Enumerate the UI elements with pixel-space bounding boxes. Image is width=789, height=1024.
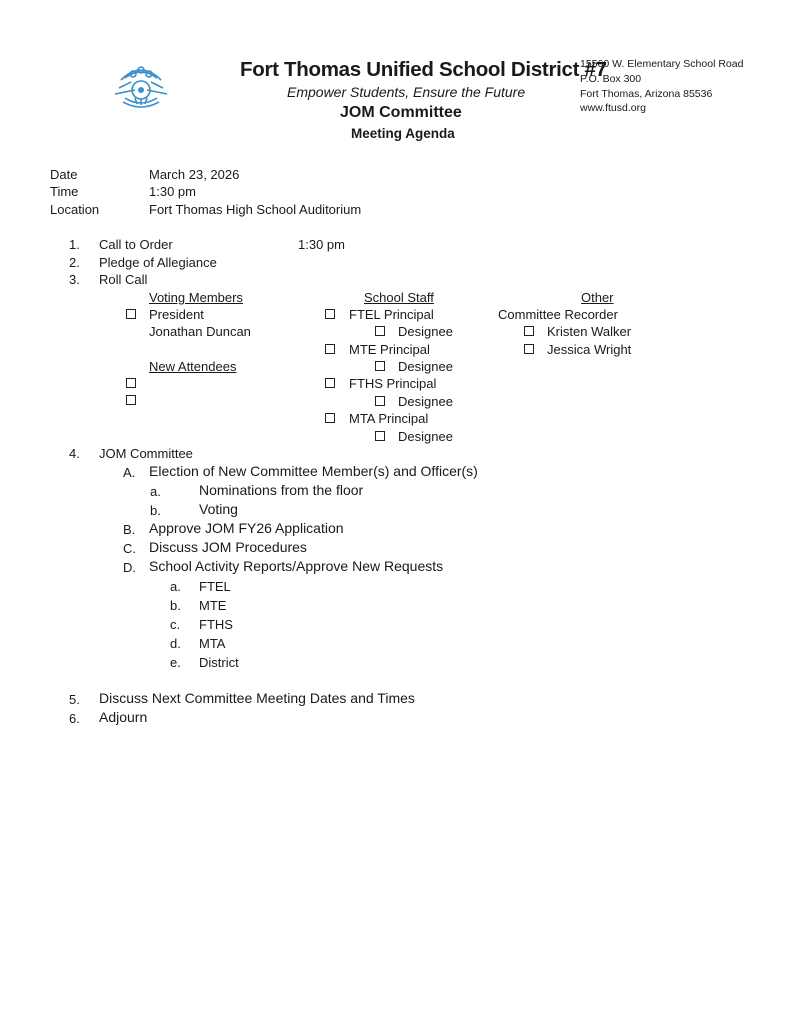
ftel-designee-label: Designee (398, 324, 453, 339)
item-4d-label: School Activity Reports/Approve New Requests (149, 558, 444, 574)
item-4-label: JOM Committee (99, 446, 193, 461)
item-4d-e-letter: e. (170, 655, 181, 670)
item-4a-label: Election of New Committee Member(s) and Officer(s) (149, 463, 478, 479)
voting-members-heading: Voting Members (149, 290, 243, 305)
item-4a-letter: A. (123, 465, 136, 480)
address-street: 15560 W. Elementary School Road (580, 58, 744, 70)
item-4d-b-label: MTE (199, 598, 227, 613)
item-4d-e-label: District (199, 655, 239, 670)
item-4c-letter: C. (123, 541, 136, 556)
committee-recorder-role: Committee Recorder (498, 307, 618, 322)
president-role: President (149, 307, 204, 322)
date-label: Date (50, 167, 78, 182)
item-4d-c-label: FTHS (199, 617, 233, 632)
mte-principal-checkbox[interactable] (325, 344, 335, 354)
item-4c-label: Discuss JOM Procedures (149, 539, 307, 555)
committee-name: JOM Committee (340, 104, 462, 121)
president-name: Jonathan Duncan (149, 324, 251, 339)
item-4d-c-letter: c. (170, 617, 181, 632)
president-checkbox[interactable] (126, 309, 136, 319)
fths-designee-label: Designee (398, 394, 453, 409)
item-2-number: 2. (69, 255, 80, 270)
ftel-designee-checkbox[interactable] (375, 326, 385, 336)
mta-designee-checkbox[interactable] (375, 431, 385, 441)
location-label: Location (50, 202, 100, 217)
fths-principal-checkbox[interactable] (325, 378, 335, 388)
mte-principal-label: MTE Principal (349, 342, 430, 357)
item-4d-a-label: FTEL (199, 579, 231, 594)
item-6-label: Adjourn (99, 709, 148, 725)
ftel-principal-label: FTEL Principal (349, 307, 434, 322)
item-4b-letter: B. (123, 522, 136, 537)
item-4d-letter: D. (123, 560, 136, 575)
new-attendee-checkbox-2[interactable] (126, 395, 136, 405)
mta-principal-label: MTA Principal (349, 411, 429, 426)
item-4a-a-label: Nominations from the floor (199, 482, 364, 498)
fths-designee-checkbox[interactable] (375, 396, 385, 406)
district-motto: Empower Students, Ensure the Future (287, 84, 526, 100)
item-5-label: Discuss Next Committee Meeting Dates and Times (99, 690, 415, 706)
item-1-time: 1:30 pm (298, 237, 345, 252)
location-value: Fort Thomas High School Auditorium (149, 202, 362, 217)
item-4d-d-label: MTA (199, 636, 226, 651)
time-value: 1:30 pm (149, 184, 196, 199)
mte-designee-checkbox[interactable] (375, 361, 385, 371)
website-link[interactable]: www.ftusd.org (580, 102, 646, 114)
jessica-wright-checkbox[interactable] (524, 344, 534, 354)
district-seal-logo (113, 58, 169, 114)
address-po-box: P.O. Box 300 (580, 73, 642, 85)
document-type: Meeting Agenda (351, 126, 455, 141)
mta-designee-label: Designee (398, 429, 453, 444)
item-1-label: Call to Order (99, 237, 173, 252)
item-4a-b-label: Voting (199, 501, 238, 517)
ftel-principal-checkbox[interactable] (325, 309, 335, 319)
item-3-number: 3. (69, 272, 80, 287)
time-label: Time (50, 184, 79, 199)
new-attendees-heading: New Attendees (149, 359, 237, 374)
other-heading: Other (581, 290, 614, 305)
item-1-number: 1. (69, 237, 80, 252)
kristen-walker-checkbox[interactable] (524, 326, 534, 336)
fths-principal-label: FTHS Principal (349, 376, 437, 391)
item-4-number: 4. (69, 446, 80, 461)
address-city: Fort Thomas, Arizona 85536 (580, 88, 713, 100)
item-4a-b-letter: b. (150, 503, 161, 518)
item-6-number: 6. (69, 711, 80, 726)
mte-designee-label: Designee (398, 359, 453, 374)
date-value: March 23, 2026 (149, 167, 240, 182)
item-4d-b-letter: b. (170, 598, 181, 613)
item-4d-a-letter: a. (170, 579, 181, 594)
kristen-walker-name: Kristen Walker (547, 324, 632, 339)
item-4a-a-letter: a. (150, 484, 161, 499)
jessica-wright-name: Jessica Wright (547, 342, 632, 357)
school-staff-heading: School Staff (364, 290, 434, 305)
new-attendee-checkbox-1[interactable] (126, 378, 136, 388)
item-5-number: 5. (69, 692, 80, 707)
district-title: Fort Thomas Unified School District #7 (240, 58, 607, 81)
item-4b-label: Approve JOM FY26 Application (149, 520, 344, 536)
mta-principal-checkbox[interactable] (325, 413, 335, 423)
item-3-label: Roll Call (99, 272, 148, 287)
item-2-label: Pledge of Allegiance (99, 255, 217, 270)
item-4d-d-letter: d. (170, 636, 181, 651)
